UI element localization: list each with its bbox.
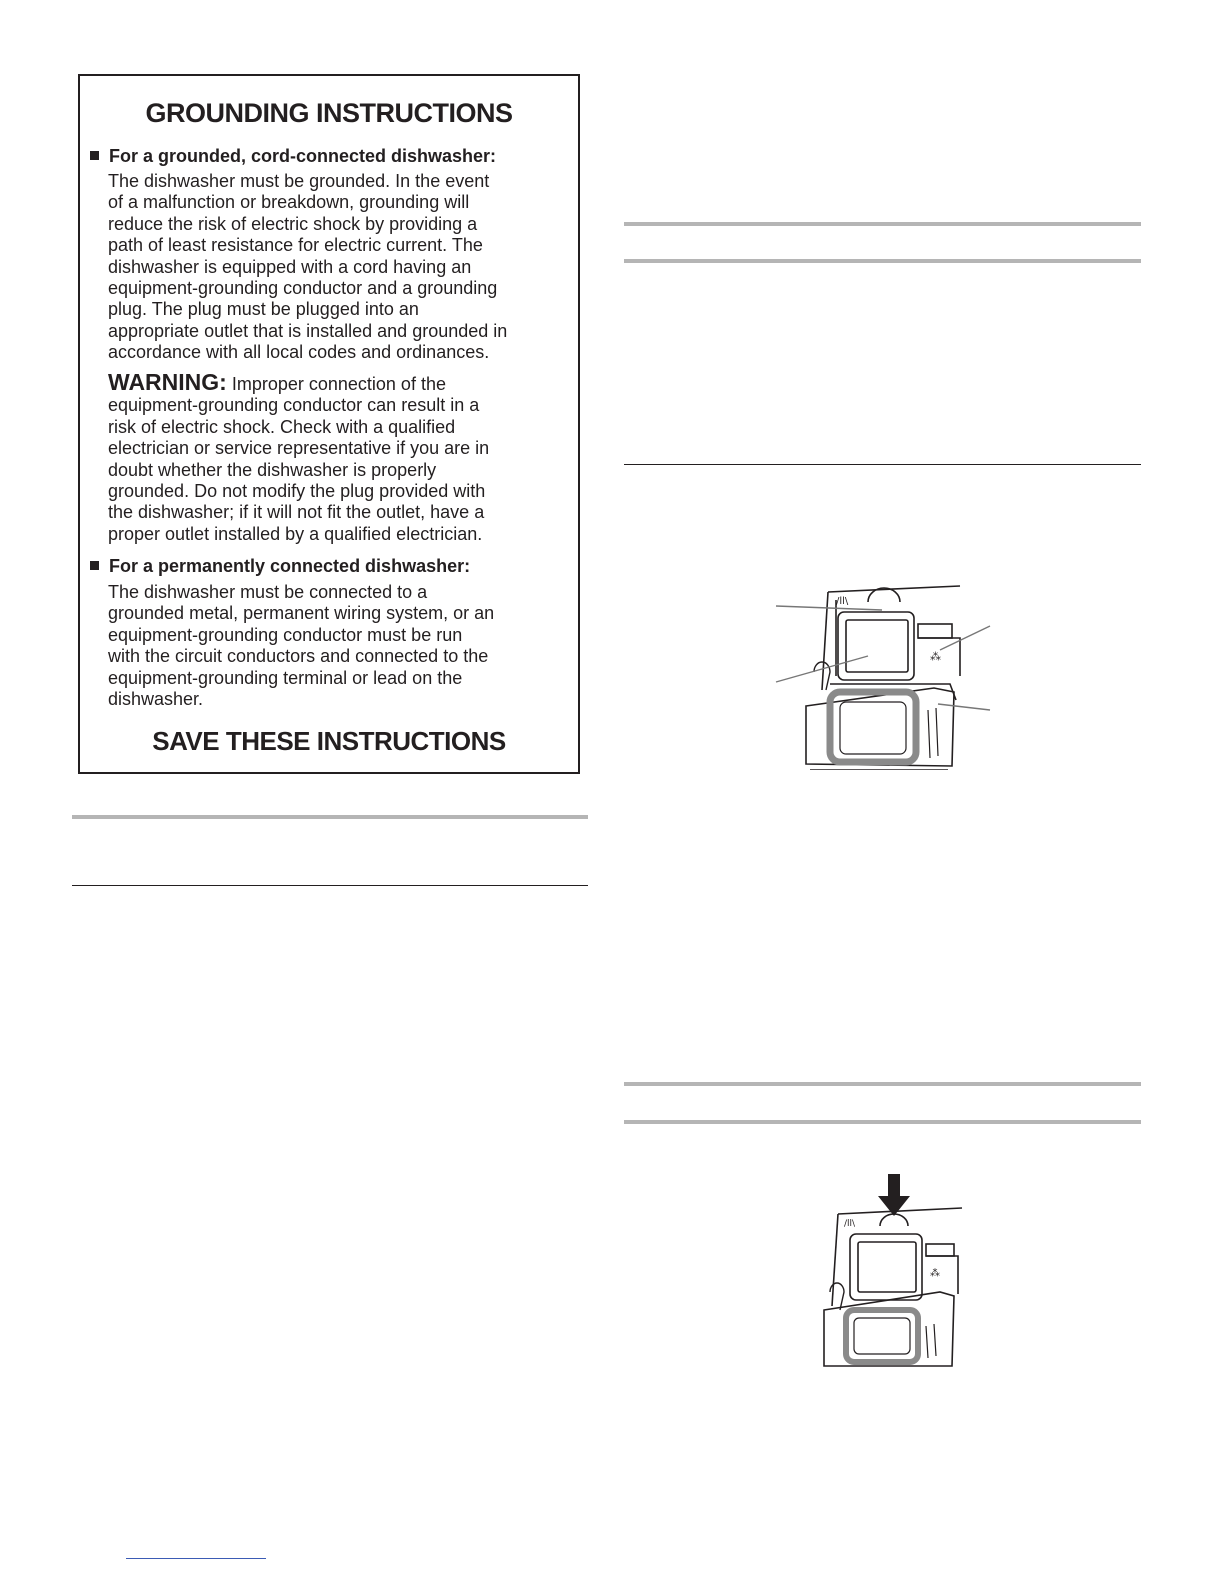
- section-divider: [624, 464, 1141, 465]
- text-line: proper outlet installed by a qualified electrician.: [108, 523, 483, 544]
- text-line: dishwasher.: [108, 689, 204, 710]
- text-line: of a malfunction or breakdown, grounding will: [108, 192, 470, 213]
- text-line: with the circuit conductors and connected to the: [108, 646, 489, 667]
- text-line: plug. The plug must be plugged into an: [108, 299, 419, 320]
- text-line: equipment-grounding conductor and a grounding: [108, 278, 498, 299]
- section-rule: [624, 1082, 1141, 1086]
- grounding-instructions-box: [78, 74, 580, 774]
- warning-paragraph: [108, 369, 568, 545]
- bullet-square-icon: [90, 151, 99, 160]
- text-line: equipment-grounding terminal or lead on the: [108, 667, 463, 688]
- footer-link-underline[interactable]: [126, 1558, 266, 1559]
- text-line: risk of electric shock. Check with a qualified: [108, 416, 456, 437]
- text-line: grounded. Do not modify the plug provided with: [108, 481, 486, 502]
- text-line: dishwasher is equipped with a cord having an: [108, 256, 472, 277]
- section-rule: [72, 815, 588, 819]
- text-line: grounded metal, permanent wiring system, or an: [108, 603, 495, 624]
- grounding-title: GROUNDING INSTRUCTIONS: [145, 98, 513, 128]
- bullet-square-icon: [90, 561, 99, 570]
- svg-text:/ll\: /ll\: [844, 1219, 856, 1229]
- text-line: doubt whether the dishwasher is properly: [108, 459, 437, 480]
- text-line: The dishwasher must be grounded. In the event: [108, 171, 490, 191]
- dispenser-diagram-labeled: [770, 580, 1000, 770]
- section-rule: [624, 1120, 1141, 1124]
- down-arrow-icon: [878, 1174, 910, 1216]
- text-line: equipment-grounding conductor must be run: [108, 624, 463, 645]
- svg-text:⁂: ⁂: [930, 650, 941, 663]
- bullet2-heading: For a permanently connected dishwasher:: [109, 556, 471, 576]
- section-divider: [72, 885, 588, 886]
- warning-first-line: Improper connection of the: [231, 374, 446, 394]
- text-line: reduce the risk of electric shock by providing a: [108, 213, 478, 234]
- text-line: accordance with all local codes and ordinances.: [108, 342, 490, 363]
- text-line: path of least resistance for electric current. The: [108, 235, 483, 256]
- permanent-connection-paragraph: [108, 582, 568, 710]
- section-rule: [624, 259, 1141, 263]
- save-instructions-heading: SAVE THESE INSTRUCTIONS: [152, 726, 506, 756]
- section-rule: [624, 222, 1141, 226]
- cord-connected-paragraph: [108, 171, 568, 364]
- text-line: The dishwasher must be connected to a: [108, 582, 428, 602]
- text-line: the dishwasher; if it will not fit the outlet, have a: [108, 502, 485, 523]
- warning-label: WARNING:: [108, 369, 227, 395]
- svg-text:⁂: ⁂: [930, 1268, 940, 1279]
- bullet1-heading: For a grounded, cord-connected dishwasher:: [109, 146, 497, 166]
- text-line: appropriate outlet that is installed and grounded in: [108, 320, 508, 341]
- bullet-permanently-connected: [90, 556, 470, 577]
- bullet-cord-connected: [90, 146, 496, 167]
- svg-text:/ll\: /ll\: [836, 596, 849, 607]
- text-line: electrician or service representative if you are in: [108, 438, 490, 459]
- dispenser-diagram-press: [818, 1170, 968, 1370]
- text-line: equipment-grounding conductor can result in a: [108, 395, 480, 416]
